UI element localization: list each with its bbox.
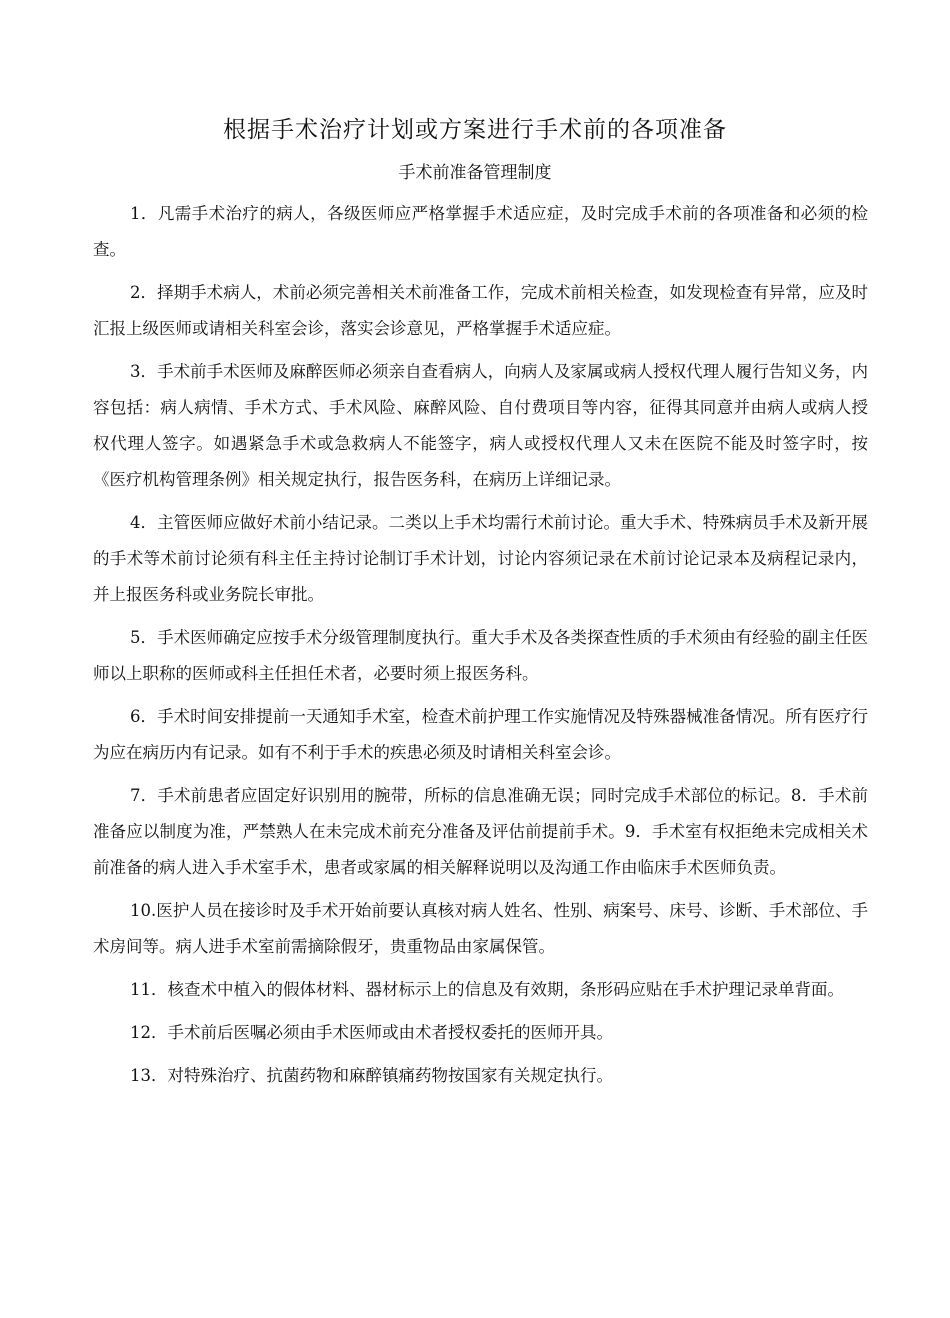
paragraph-3: 3．手术前手术医师及麻醉医师必须亲自查看病人，向病人及家属或病人授权代理人履行告知义务，内容包括：病人病情、手术方式、手术风险、麻醉风险、自付费项目等内容，征得其同意并由病人或病人授权代理人签字。如遇紧急手术或急救病人不能签字，病人或授权代理人又未在医院不能及时签字时，按《医疗机构管理条例》相关规定执行，报告医务科，在病历上详细记录。 [93, 362, 868, 489]
paragraph-1: 1．凡需手术治疗的病人，各级医师应严格掌握手术适应症，及时完成手术前的各项准备和必须的检查。 [93, 204, 868, 259]
document-body [93, 196, 868, 1101]
paragraph-2: 2．择期手术病人，术前必须完善相关术前准备工作，完成术前相关检查，如发现检查有异常，应及时汇报上级医师或请相关科室会诊，落实会诊意见，严格掌握手术适应症。 [93, 283, 868, 338]
document-subtitle: 手术前准备管理制度 [398, 163, 552, 183]
paragraph-6: 6．手术时间安排提前一天通知手术室，检查术前护理工作实施情况及特殊器械准备情况。所有医疗行为应在病历内有记录。如有不利于手术的疾患必须及时请相关科室会诊。 [93, 707, 868, 762]
paragraph-10: 10.医护人员在接诊时及手术开始前要认真核对病人姓名、性别、病案号、床号、诊断、手术部位、手术房间等。病人进手术室前需摘除假牙，贵重物品由家属保管。 [93, 901, 868, 956]
document-title: 根据手术治疗计划或方案进行手术前的各项准备 [223, 117, 727, 143]
paragraph-4: 4．主管医师应做好术前小结记录。二类以上手术均需行术前讨论。重大手术、特殊病员手术及新开展的手术等术前讨论须有科主任主持讨论制订手术计划，讨论内容须记录在术前讨论记录本及病程记录内，并上报医务科或业务院长审批。 [93, 513, 868, 604]
paragraph-5: 5．手术医师确定应按手术分级管理制度执行。重大手术及各类探查性质的手术须由有经验的副主任医师以上职称的医师或科主任担任术者，必要时须上报医务科。 [93, 628, 868, 683]
paragraph-13: 13．对特殊治疗、抗菌药物和麻醉镇痛药物按国家有关规定执行。 [130, 1066, 613, 1085]
paragraph-7: 7．手术前患者应固定好识别用的腕带，所标的信息准确无误；同时完成手术部位的标记。8．手术前准备应以制度为准，严禁熟人在未完成术前充分准备及评估前提前手术。9．手术室有权拒绝未完成相关术前准备的病人进入手术室手术，患者或家属的相关解释说明以及沟通工作由临床手术医师负责。 [93, 786, 868, 877]
paragraph-12: 12．手术前后医嘱必须由手术医师或由术者授权委托的医师开具。 [130, 1023, 613, 1042]
paragraph-11: 11．核查术中植入的假体材料、器材标示上的信息及有效期，条形码应贴在手术护理记录单背面。 [130, 980, 844, 999]
